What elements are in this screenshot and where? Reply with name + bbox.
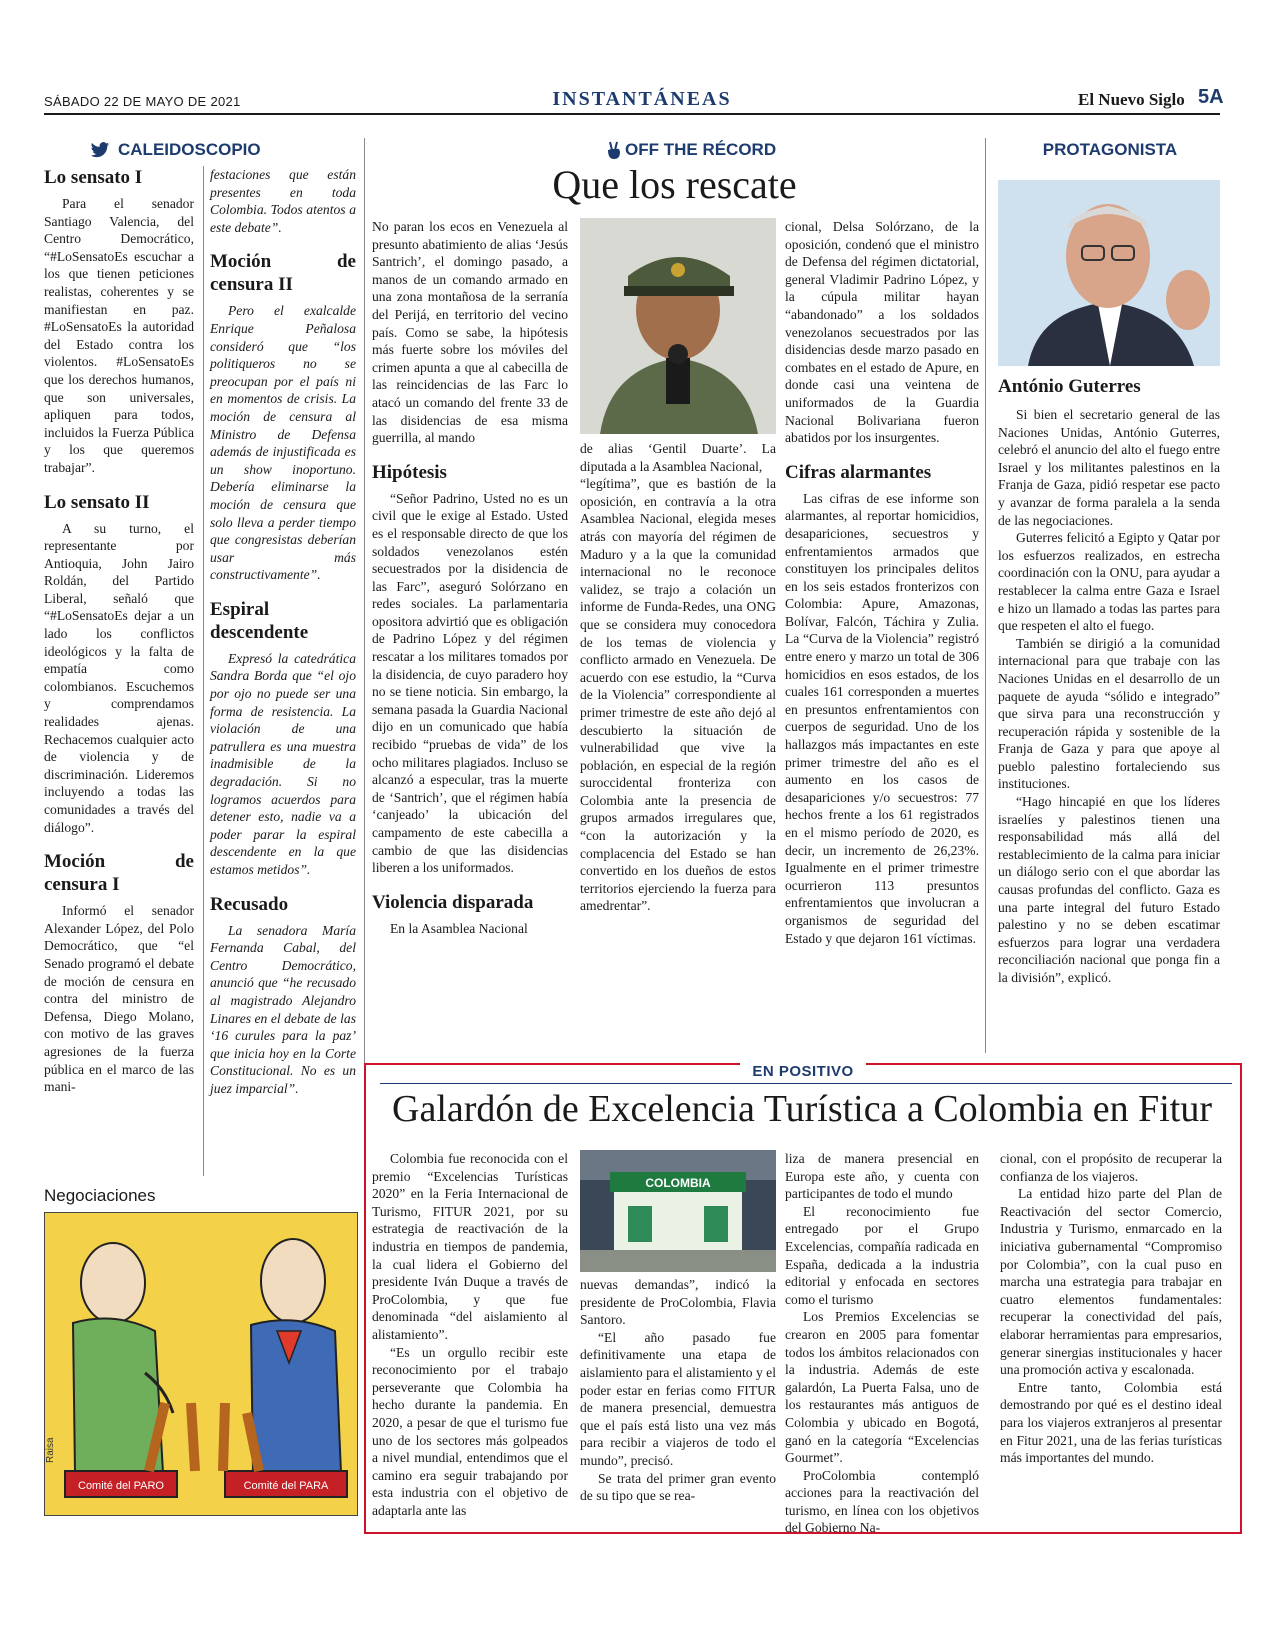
paragraph: “legítima”, que es bastión de la oposición, en contravía a la otra Asamblea Nacional, elegida meses atrás con mayoría del régimen de Maduro y a la que la comunidad internacional no le reconoce validez, se trajo a colación un informe de Funda-Redes, una ONG que se considera muy conocedora de los temas de violencia y conflicto armado en Venezuela. De acuerdo con ese estudio, la “Curva de la Violencia” correspondiente al primer trimestre de este año dejó al descubierto la situación de vulnerabilidad que vive la población, en especial de la región suroccidental fronteriza con Colombia ante la presencia de grupos armados irregulares que, “con la autorización y la complacencia del Estado se han convertido en los dueños de estos territorios ejerciendo la fuerza para amedrentar”. xyxy=(580,476,776,914)
paragraph: Si bien el secretario general de las Naciones Unidas, António Guterres, celebró el anuncio del alto el fuego entre Israel y los militantes palestinos en la Franja de Gaza, pidió respetar ese pacto y avanzar de forma paralela a la senda de las negociaciones. xyxy=(998,407,1220,528)
subheading: Violencia disparada xyxy=(372,891,534,913)
subheading: Hipótesis xyxy=(372,461,447,483)
off-record-kicker xyxy=(625,140,776,160)
subheading: Moción de censura II xyxy=(210,251,356,296)
subheading: Lo sensato II xyxy=(44,491,150,513)
protagonista-title: PROTAGONISTA xyxy=(1042,140,1178,159)
column-divider xyxy=(985,138,986,1053)
en-positivo-kicker: EN POSITIVO xyxy=(740,1063,866,1083)
paragraph: La senadora María Fernanda Cabal, del Centro Democrático, anunció que “he recusado al magistrado Alejandro Linares en el debate de las ‘16 curules para la paz’ que inicia hoy en la Corte Constitucional. No es un juez imparcial”. xyxy=(210,922,356,1096)
paragraph: Entre tanto, Colombia está demostrando por qué es el destino ideal para los viajeros extranjeros al presentar en Fitur 2021, una de las ferias turísticas más importantes del mundo. xyxy=(1000,1379,1222,1466)
paragraph: Los Premios Excelencias se crearon en 2005 para fomentar todos los ámbitos relacionados con la industria. Además de este galardón, La Puerta Falsa, uno de los restaurantes más antiguos de Colombia y ubicado en Bogotá, ganó en la categoría “Excelencias Gourmet”. xyxy=(785,1309,979,1466)
cartoon-drawing xyxy=(45,1213,357,1515)
paragraph: nuevas demandas”, indicó la presidente de ProColombia, Flavia Santoro. xyxy=(580,1277,776,1328)
en-positivo-column-1 xyxy=(372,1150,568,1519)
en-positivo-headline: Galardón de Excelencia Turística a Colombia en Fitur xyxy=(392,1088,1212,1130)
paragraph: “El año pasado fue definitivamente una etapa de aislamiento para el alistamiento y el poder estar en ferias como FITUR de manera presencial, demuestra que el país está listo una vez más para recibir a viajeros de todo el mundo”, precisó. xyxy=(580,1329,776,1468)
paragraph: No paran los ecos en Venezuela al presunto abatimiento de alias ‘Jesús Santrich’, el domingo pasado, a manos de un comando armado en una zona montañosa de la serranía del Perijá, en territorio del vecino país. Como se sabe, la hipótesis más fuerte sobre los móviles del crimen apunta a que al cabecilla de las reincidencias de las Farc lo atacó un comando del frente 33 de las disidencias de esa misma guerrilla, al mando xyxy=(372,219,568,446)
sign-right: Comité del PARA xyxy=(243,1480,329,1492)
paragraph: liza de manera presencial en Europa este año, y cuenta con participantes de todo el mundo xyxy=(785,1151,979,1202)
off-record-column-2 xyxy=(580,440,776,915)
caleidoscopio-column-2 xyxy=(210,166,356,1098)
fitur-booth-scene xyxy=(580,1150,776,1272)
off-record-column-1 xyxy=(372,218,568,937)
en-positivo-column-4 xyxy=(1000,1150,1222,1467)
paragraph: “Hago hincapié en que los líderes israelíes y palestinos tienen una responsabilidad más allá del restablecimiento de la calma para iniciar un diálogo serio con el que abordar las causas profundas del conflicto. Gaza es una parte integral del futuro Estado palestino y no se deben escatimar esfuerzos para lograr una verdadera reconciliación nacional que ponga fin a la división”, explicó. xyxy=(998,794,1220,985)
page-number: 5A xyxy=(1198,86,1224,108)
off-record-title: OFF THE RÉCORD xyxy=(625,140,777,159)
guterres-photo xyxy=(998,180,1220,366)
paragraph: festaciones que están presentes en toda Colombia. Todos atentos a este debate”. xyxy=(210,167,356,235)
sign-left: Comité del PARO xyxy=(78,1480,164,1492)
subheading: Cifras alarmantes xyxy=(785,461,932,483)
booth-sign: COLOMBIA xyxy=(645,1176,711,1190)
column-divider xyxy=(203,166,204,1176)
en-positivo-rule xyxy=(380,1083,1232,1084)
paragraph: Informó el senador Alexander López, del Polo Democrático, que “el Senado programó el debate de moción de censura en contra del ministro de Defensa, Diego Molano, con motivo de las graves agresiones de la fuerza pública en el marco de las mani- xyxy=(44,903,194,1095)
caleidoscopio-title: CALEIDOSCOPIO xyxy=(118,140,261,159)
paragraph: Pero el exalcalde Enrique Peñalosa consideró que “los politiqueros no se preocupan por el país ni en momentos de crisis. La moción de censura al Ministro de Defensa además de injustificada es un show inoportuno. Debería eliminarse la moción de censura que solo lleva a perder tiempo que congresistas deberían usar más constructivamente”. xyxy=(210,303,356,583)
off-record-headline: Que los rescate xyxy=(552,162,797,207)
paragraph: Colombia fue reconocida con el premio “Excelencias Turísticas 2020” en la Feria Internacional de Turismo, FITUR 2021, por su estrategia de reactivación de la industria en tiempos de pandemia, la cual lidera el Gobierno del presidente Iván Duque a través de ProColombia, y que fue denominada “del aislamiento al alistamiento”. xyxy=(372,1151,568,1342)
padrino-photo xyxy=(580,218,776,434)
cartoon-title: Negociaciones xyxy=(44,1186,156,1205)
paragraph: Expresó la catedrática Sandra Borda que “el ojo por ojo no puede ser una forma de resistencia. La violación de una patrullera es una muestra inadmisible de la degradación. Si no logramos acuerdos para detener esto, nadie va a poder parar la espiral descendente en la que estamos metidos”. xyxy=(210,650,356,877)
en-positivo-column-3 xyxy=(785,1150,979,1537)
paragraph: Guterres felicitó a Egipto y Qatar por los esfuerzos realizados, en estrecha coordinación con la ONU, para ayudar a restablecer la calma entre Gaza e Israel e hizo un llamado a todas las partes para que respeten el alto el fuego. xyxy=(998,530,1220,634)
paragraph: de alias ‘Gentil Duarte’. La diputada a la Asamblea Nacional, xyxy=(580,441,776,474)
off-record-column-3 xyxy=(785,218,979,947)
cartoonist-signature: Raisa xyxy=(45,1437,56,1463)
paragraph: “Es un orgullo recibir este reconocimiento por el trabajo perseverante que Colombia ha hecho durante la pandemia. En 2020, a pesar de que el turismo fue uno de los sectores más golpeados a nivel mundial, entendimos que el camino era seguir trabajando por esta industria con el objetivo de adaptarla ante las xyxy=(372,1344,568,1518)
header-rule xyxy=(44,113,1220,115)
subheading: Espiral descendente xyxy=(210,598,309,643)
twitter-bird-icon xyxy=(90,142,110,159)
caleidoscopio-column-1 xyxy=(44,166,194,1096)
subheading: Recusado xyxy=(210,893,289,915)
newspaper-name: El Nuevo Siglo xyxy=(1078,90,1185,109)
en-positivo-column-2 xyxy=(580,1276,776,1505)
paragraph: También se dirigió a la comunidad internacional para que trabaje con las Naciones Unidas en el desarrollo de un paquete de ayuda “sólido e integrado” que sirva para una reconstrucción y recuperación rápida y sostenible de la Franja de Gaza y para que apoye al pueblo palestino fortaleciendo sus instituciones. xyxy=(998,635,1220,792)
issue-date: SÁBADO 22 DE MAYO DE 2021 xyxy=(44,94,241,109)
paragraph: cional, con el propósito de recuperar la confianza de los viajeros. xyxy=(1000,1151,1222,1184)
cartoon-negociaciones xyxy=(44,1212,358,1516)
paragraph: Para el senador Santiago Valencia, del Centro Democrático, “#LoSensatoEs escuchar a los que tienen peticiones realistas, coherentes y se manifiestan en paz. #LoSensatoEs la autoridad del Estado contra los violentos. #LoSensatoEs que los derechos humanos, que son universales, apliquen para todos, incluidos la Fuerza Pública y los que queremos trabajar”. xyxy=(44,196,194,475)
guterres-portrait xyxy=(998,180,1220,366)
subheading: Moción de censura I xyxy=(44,851,194,896)
protagonista-name: António Guterres xyxy=(998,376,1141,397)
paragraph: A su turno, el representante por Antioquia, John Jairo Roldán, del Partido Liberal, señaló que “#LoSensatoEs dejar a un lado los conflictos ideológicos y la falta de empatía como colombianos. Escuchemos y comprendamos realidades ajenas. Rechacemos cualquier acto de violencia y de discriminación. Lideremos incluyendo a todas las comunidades a través del diálogo”. xyxy=(44,520,194,835)
paragraph: Las cifras de ese informe son alarmantes, al reportar homicidios, desapariciones, secuestros y enfrentamientos armados que constituyen los principales delitos en los seis estados fronterizos con Colombia: Apure, Amazonas, Bolívar, Falcón, Táchira y Zulia. La “Curva de la Violencia” registró entre enero y marzo un total de 306 homicidios en esos estados, de los cuales 161 corresponden a muertes en presuntos enfrentamientos con cuerpos de seguridad. Uno de los hallazgos más impactantes en este primer trimestre del año es el aumento en los casos de desapariciones y/o secuestros: 77 hechos frente a los 61 registrados en el mismo período de 2020, es decir, un incremento de 26,23%. Igualmente en el primer trimestre ocurrieron 113 presuntos enfrentamientos que involucran a organismos de seguridad del Estado y que dejaron 161 víctimas. xyxy=(785,490,979,946)
paragraph: En la Asamblea Nacional xyxy=(390,920,528,936)
paragraph: ProColombia contempló acciones para la reactivación del turismo, en línea con los objetivos del Gobierno Na- xyxy=(785,1467,979,1536)
subheading: Lo sensato I xyxy=(44,167,143,188)
paragraph: El reconocimiento fue entregado por el Grupo Excelencias, compañía radicada en España, dedicada a la industria editorial y enfocada en sectores como el turismo xyxy=(785,1203,979,1307)
victory-hand-icon xyxy=(607,141,621,159)
paragraph: Se trata del primer gran evento de su tipo que se rea- xyxy=(580,1470,776,1504)
section-title: INSTANTÁNEAS xyxy=(552,88,732,110)
officer-portrait xyxy=(580,218,776,434)
fitur-booth-photo xyxy=(580,1150,776,1272)
paragraph: “Señor Padrino, Usted no es un civil que le exige al Estado. Usted es el responsable directo de que los soldados venezolanos estén secuestrados por la disidencia de las Farc”, aseguró Solórzano en redes sociales. La parlamentaria opositora advirtió que es obligación de Padrino López y del régimen rescatar a los militares tomados por la disidencia, de cuyo paradero hoy no se tiene noticia. Sin embargo, la semana pasada la Guardia Nacional dijo en un comunicado que había recibido “pruebas de vida” de los ocho militares plagiados. Incluso se alcanzó a especular, tras la muerte de ‘Santrich’, que el régimen había ‘canjeado’ la ubicación del campamento de este cabecilla a cambio de que las disidencias liberen a los uniformados. xyxy=(372,490,568,876)
caleidoscopio-kicker xyxy=(118,140,261,160)
paragraph: La entidad hizo parte del Plan de Reactivación del sector Comercio, Industria y Turismo, enmarcado en la iniciativa gubernamental “Compromiso por Colombia”, con la cual puso en marcha una estrategia para trabajar en cuatro elementos fundamentales: recuperar la conectividad del país, elaborar herramientas para empresarios, generar sinergias institucionales y hacer una promoción activa y escalonada. xyxy=(1000,1186,1222,1378)
protagonista-body xyxy=(998,406,1220,987)
paragraph: cional, Delsa Solórzano, de la oposición, condenó que el ministro de Defensa del régimen dictatorial, general Vladimir Padrino López, y la cúpula militar hayan “abandonado” a los soldados venezolanos secuestrados por las disidencias desde marzo pasado en combates en el estado de Apure, en donde casi una veintena de uniformados de la Guardia Nacional Bolivariana fueron abatidos por los insurgentes. xyxy=(785,219,979,446)
